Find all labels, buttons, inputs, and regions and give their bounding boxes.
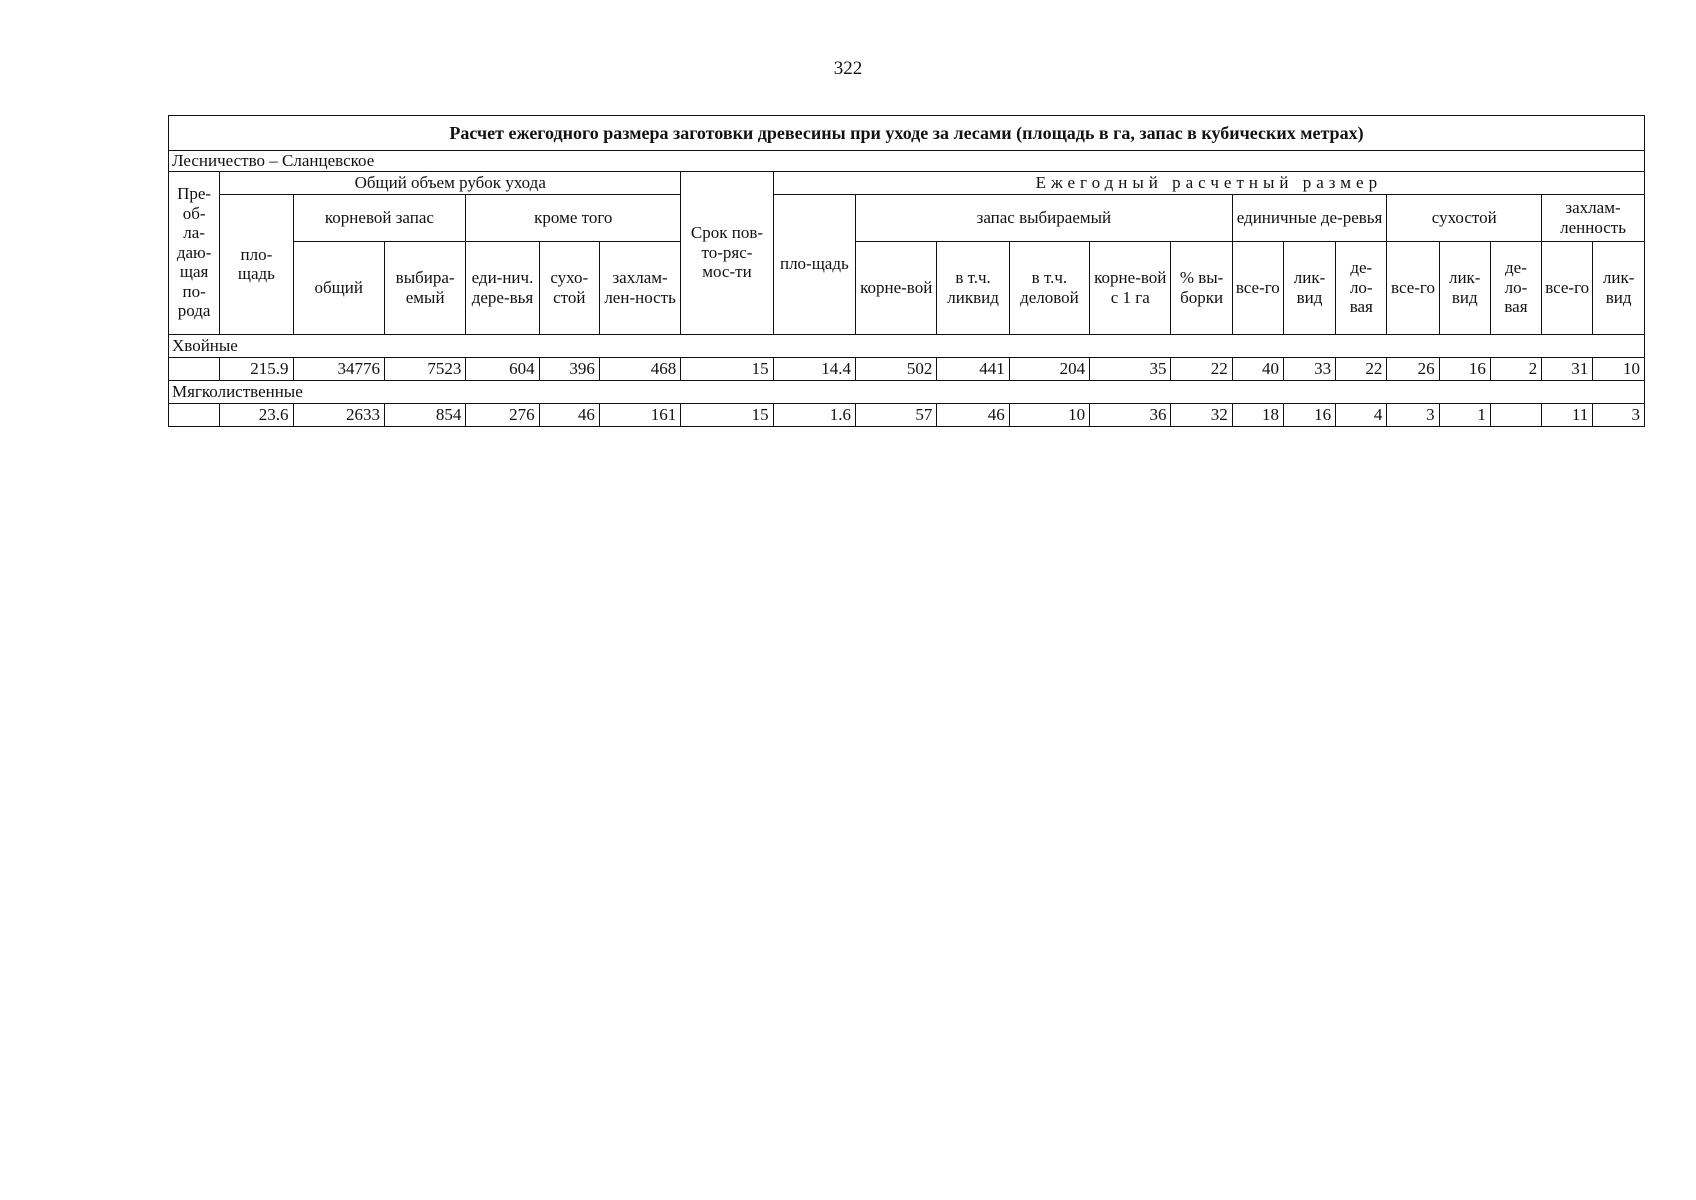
table-cell: 10 <box>1593 357 1645 380</box>
table-cell: 46 <box>937 403 1009 426</box>
root-stock-header: корневой запас <box>293 194 466 241</box>
sel-liquid-header: в т.ч. ликвид <box>937 241 1009 334</box>
table-cell: 33 <box>1283 357 1335 380</box>
table-cell: 22 <box>1171 357 1232 380</box>
table-row <box>169 403 1645 426</box>
clutter-group-header: захлам-ленность <box>1542 194 1645 241</box>
root-selected-header: выбира-емый <box>384 241 465 334</box>
area-header: пло-щадь <box>220 194 293 334</box>
table-cell: 22 <box>1336 357 1387 380</box>
harvest-calculation-table <box>168 115 1645 427</box>
table-cell: 441 <box>937 357 1009 380</box>
table-title: Расчет ежегодного размера заготовки древесины при уходе за лесами (площадь в га, запас в кубических метрах) <box>169 116 1645 151</box>
table-cell: 396 <box>539 357 599 380</box>
table-cell: 15 <box>681 357 773 380</box>
table-cell: 502 <box>856 357 937 380</box>
sel-percent-header: % вы-борки <box>1171 241 1232 334</box>
dead-liquid-header: лик-вид <box>1439 241 1490 334</box>
dead-business-header: де-ло-вая <box>1490 241 1541 334</box>
total-volume-header: Общий объем рубок ухода <box>220 171 681 194</box>
table-cell: 15 <box>681 403 773 426</box>
sel-root-per-ha-header: корне-вой с 1 га <box>1090 241 1171 334</box>
deadwood-group-header: сухостой <box>1387 194 1542 241</box>
annual-area-header: пло-щадь <box>773 194 855 334</box>
single-total-header: все-го <box>1232 241 1283 334</box>
dead-standing-header: сухо-стой <box>539 241 599 334</box>
clutter-liquid-header: лик-вид <box>1593 241 1645 334</box>
selected-stock-header: запас выбираемый <box>856 194 1233 241</box>
table-cell: 604 <box>466 357 539 380</box>
table-cell: 204 <box>1009 357 1089 380</box>
section-name: Мягколиственные <box>169 380 1645 403</box>
table-cell <box>1490 403 1541 426</box>
table-cell: 46 <box>539 403 599 426</box>
table-cell <box>169 403 220 426</box>
table-cell: 2633 <box>293 403 384 426</box>
sel-root-header: корне-вой <box>856 241 937 334</box>
page-number: 322 <box>833 58 863 79</box>
table-cell: 35 <box>1090 357 1171 380</box>
table-cell <box>169 357 220 380</box>
table-cell: 31 <box>1542 357 1593 380</box>
table-cell: 26 <box>1387 357 1439 380</box>
table-cell: 10 <box>1009 403 1089 426</box>
table-row <box>169 357 1645 380</box>
table-cell: 854 <box>384 403 465 426</box>
table-cell: 2 <box>1490 357 1541 380</box>
single-liquid-header: лик-вид <box>1283 241 1335 334</box>
dead-total-header: все-го <box>1387 241 1439 334</box>
table-cell: 7523 <box>384 357 465 380</box>
sel-business-header: в т.ч. деловой <box>1009 241 1089 334</box>
recurrence-header: Срок пов- то-ряс- мос-ти <box>681 171 773 334</box>
table-cell: 4 <box>1336 403 1387 426</box>
single-trees-header: еди-нич. дере-вья <box>466 241 539 334</box>
annual-size-header: Ежегодный расчетный размер <box>773 171 1644 194</box>
table-cell: 34776 <box>293 357 384 380</box>
table-cell: 11 <box>1542 403 1593 426</box>
table-cell: 468 <box>599 357 680 380</box>
table-cell: 32 <box>1171 403 1232 426</box>
table-cell: 1 <box>1439 403 1490 426</box>
table-cell: 215.9 <box>220 357 293 380</box>
clutter-header: захлам-лен-ность <box>599 241 680 334</box>
species-header: Пре-об-ла-даю-щая по-рода <box>169 171 220 334</box>
clutter-total-header: все-го <box>1542 241 1593 334</box>
table-cell: 276 <box>466 403 539 426</box>
table-cell: 3 <box>1593 403 1645 426</box>
table-cell: 1.6 <box>773 403 855 426</box>
root-total-header: общий <box>293 241 384 334</box>
table-body <box>169 334 1645 426</box>
section-row <box>169 334 1645 357</box>
table-cell: 16 <box>1283 403 1335 426</box>
table-cell: 57 <box>856 403 937 426</box>
table-cell: 16 <box>1439 357 1490 380</box>
section-row <box>169 380 1645 403</box>
table-cell: 40 <box>1232 357 1283 380</box>
table-cell: 23.6 <box>220 403 293 426</box>
table-cell: 18 <box>1232 403 1283 426</box>
single-business-header: де-ло-вая <box>1336 241 1387 334</box>
table-cell: 36 <box>1090 403 1171 426</box>
forestry-name: Лесничество – Сланцевское <box>169 151 1645 172</box>
besides-header: кроме того <box>466 194 681 241</box>
table-cell: 14.4 <box>773 357 855 380</box>
table-cell: 3 <box>1387 403 1439 426</box>
table-cell: 161 <box>599 403 680 426</box>
section-name: Хвойные <box>169 334 1645 357</box>
single-trees-group-header: единичные де-ревья <box>1232 194 1387 241</box>
